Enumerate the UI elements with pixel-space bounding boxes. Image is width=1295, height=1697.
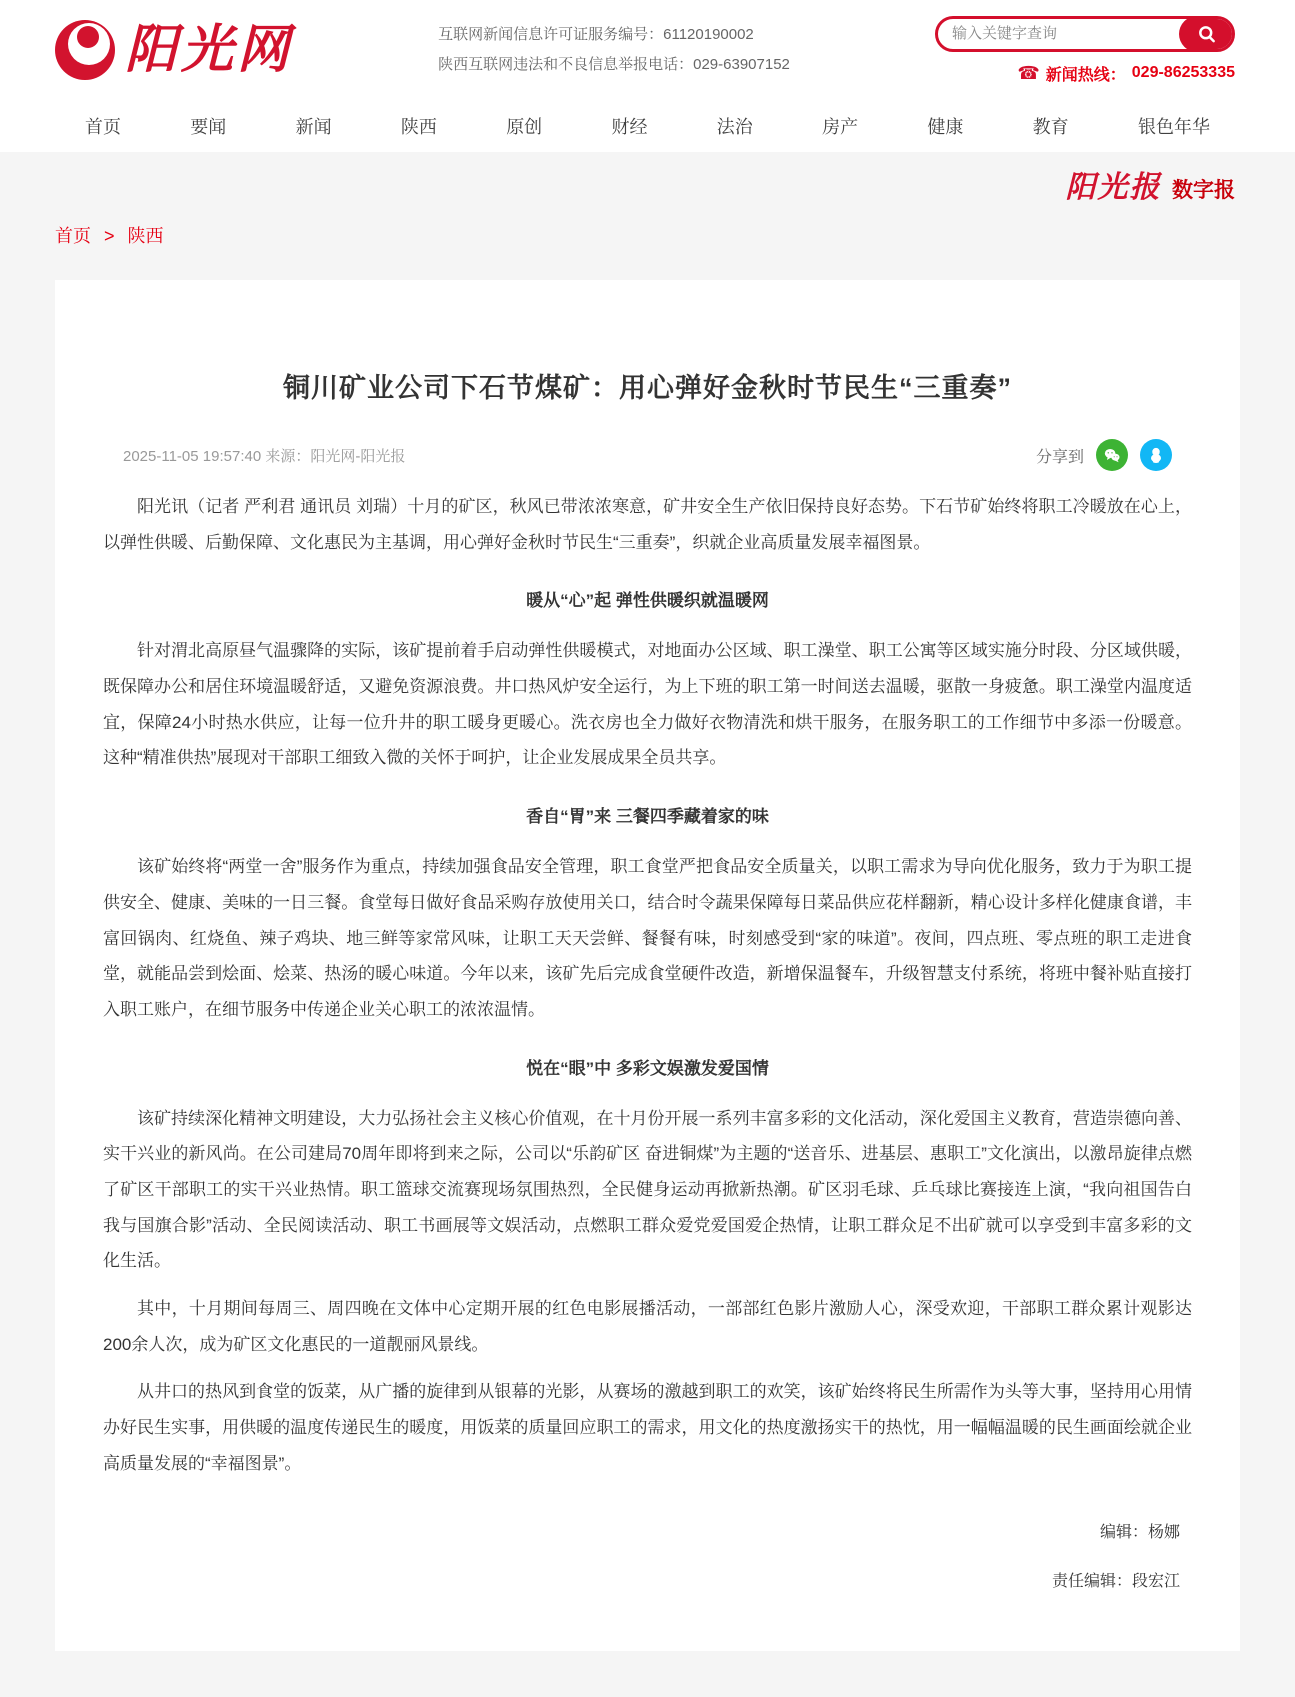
sun-logo-icon [55,20,115,80]
digital-paper-name[interactable]: 阳光报 [1065,170,1162,205]
article-paragraph: 针对渭北高原昼气温骤降的实际，该矿提前着手启动弹性供暖模式，对地面办公区域、职工澡堂、职工公寓等区域实施分时段、分区域供暖，既保障办公和居住环境温暖舒适，又避免资源浪费。井口热风炉安全运行，为上下班的职工第一时间送去温暖，驱散一身疲惫。职工澡堂内温度适宜，保障24小时热水供应，让每一位升井的职工暖身更暖心。洗衣房也全力做好衣物清洗和烘干服务，在服务职工的工作细节中多添一份暖意。这种“精准供热”展现对干部职工细致入微的关怀于呵护，让企业发展成果全员共享。 [103,641,1193,768]
nav-item-8[interactable]: 健康 [927,117,964,137]
section-subheading: 悦在“眼”中 多彩文娱激发爱国情 [526,1058,769,1078]
main-nav [0,100,1295,152]
article-paragraph: 该矿持续深化精神文明建设，大力弘扬社会主义核心价值观，在十月份开展一系列丰富多彩的文化活动，深化爱国主义教育，营造崇德向善、实干兴业的新风尚。在公司建局70周年即将到来之际，公司以“乐韵矿区 奋进铜煤”为主题的“送音乐、进基层、惠职工”文化演出，以激昂旋律点燃了矿区干部职工的实干兴业热情。职工篮球交流赛现场氛围热烈，全民健身运动再掀新热潮。矿区羽毛球、乒乓球比赛接连上演，“我向祖国告白 我与国旗合影”活动、全民阅读活动、职工书画展等文娱活动，点燃职工群众爱党爱国爱企热情，让职工群众足不出矿就可以享受到丰富多彩的文化生活。 [103,1108,1192,1271]
license-line-1: 互联网新闻信息许可证服务编号：61120190002 [438,26,754,43]
nav-item-3[interactable]: 陕西 [400,117,437,137]
site-name: 阳光网 [125,19,294,80]
hotline-label: 新闻热线： [1045,66,1126,84]
breadcrumb [0,204,1295,248]
hotline-number: 029-86253335 [1131,64,1235,81]
article-meta-text [123,445,405,466]
nav-item-2[interactable]: 新闻 [295,117,332,137]
breadcrumb-current[interactable]: 陕西 [127,226,164,246]
site-logo[interactable] [55,20,293,80]
digital-paper-row [0,152,1295,204]
search-icon [1197,24,1217,44]
article-datetime: 2025-11-05 19:57:40 [123,447,262,465]
breadcrumb-separator: > [104,226,115,246]
content-area [0,152,1295,1697]
wechat-icon [1102,445,1122,465]
nav-item-9[interactable]: 教育 [1032,117,1069,137]
duty-editor-line: 责任编辑：段宏江 [1051,1573,1180,1591]
qq-icon [1146,445,1166,465]
article-meta [123,439,1172,471]
qq-share-button[interactable] [1140,439,1172,471]
search-input[interactable] [938,25,1179,42]
section-subheading: 香自“胃”来 三餐四季藏着家的味 [526,807,769,827]
header-right [935,16,1235,85]
article-paragraph: 其中，十月期间每周三、周四晚在文体中心定期开展的红色电影展播活动，一部部红色影片激励人心，深受欢迎，干部职工群众累计观影达200余人次，成为矿区文化惠民的一道靓丽风景线。 [103,1299,1192,1354]
nav-item-10[interactable]: 银色年华 [1137,117,1210,137]
nav-item-1[interactable]: 要闻 [190,117,227,137]
search-button[interactable] [1179,16,1235,52]
search-box [935,16,1235,52]
license-line-2: 陕西互联网违法和不良信息举报电话：029-63907152 [438,56,790,73]
digital-paper-link[interactable]: 数字报 [1172,179,1235,202]
breadcrumb-home[interactable]: 首页 [55,226,91,246]
news-hotline [1017,62,1235,85]
license-info [438,20,790,80]
article-paragraph: 该矿始终将“两堂一舍”服务作为重点，持续加强食品安全管理，职工食堂严把食品安全质量关，以职工需求为导向优化服务，致力于为职工提供安全、健康、美味的一日三餐。食堂每日做好食品采购存放使用关口，结合时令蔬果保障每日菜品供应花样翻新，精心设计多样化健康食谱，丰富回锅肉、红烧鱼、辣子鸡块、地三鲜等家常风味，让职工天天尝鲜、餐餐有味，时刻感受到“家的味道”。夜间，四点班、零点班的职工走进食堂，就能品尝到烩面、烩菜、热汤的暖心味道。今年以来，该矿先后完成食堂硬件改造，新增保温餐车，升级智慧支付系统，将班中餐补贴直接打入职工账户，在细节服务中传递企业关心职工的浓浓温情。 [103,857,1192,1019]
article-source: 来源：阳光网-阳光报 [265,447,406,465]
article-title: 铜川矿业公司下石节煤矿：用心弹好金秋时节民生“三重奏” [283,373,1012,403]
editor-line: 编辑：杨娜 [1099,1524,1180,1542]
share-label: 分享到 [1035,448,1084,466]
nav-item-0[interactable]: 首页 [85,117,121,137]
article-card [55,280,1240,1651]
wechat-share-button[interactable] [1096,439,1128,471]
share-box [1036,439,1172,471]
article-paragraph: 从井口的热风到食堂的饭菜，从广播的旋律到从银幕的光影，从赛场的激越到职工的欢笑，该矿始终将民生所需作为头等大事，坚持用心用情办好民生实事，用供暖的温度传递民生的暖度，用饭菜的质量回应职工的需求，用文化的热度激扬实干的热忱，用一幅幅温暖的民生画面绘就企业高质量发展的“幸福图景”。 [103,1382,1192,1473]
nav-item-5[interactable]: 财经 [611,117,648,137]
nav-item-4[interactable]: 原创 [506,117,543,137]
article-body [103,489,1192,1481]
nav-item-7[interactable]: 房产 [822,117,859,137]
article-paragraph: 阳光讯（记者 严利君 通讯员 刘瑞）十月的矿区，秋风已带浓浓寒意，矿井安全生产依旧保持良好态势。下石节矿始终将职工冷暖放在心上，以弹性供暖、后勤保障、文化惠民为主基调，用心弹好金秋时节民生“三重奏”，织就企业高质量发展幸福图景。 [103,497,1192,552]
nav-item-6[interactable]: 法治 [716,117,753,137]
phone-icon: ☎ [1017,62,1040,83]
section-subheading: 暖从“心”起 弹性供暖织就温暖网 [526,591,769,611]
site-header [0,0,1295,100]
